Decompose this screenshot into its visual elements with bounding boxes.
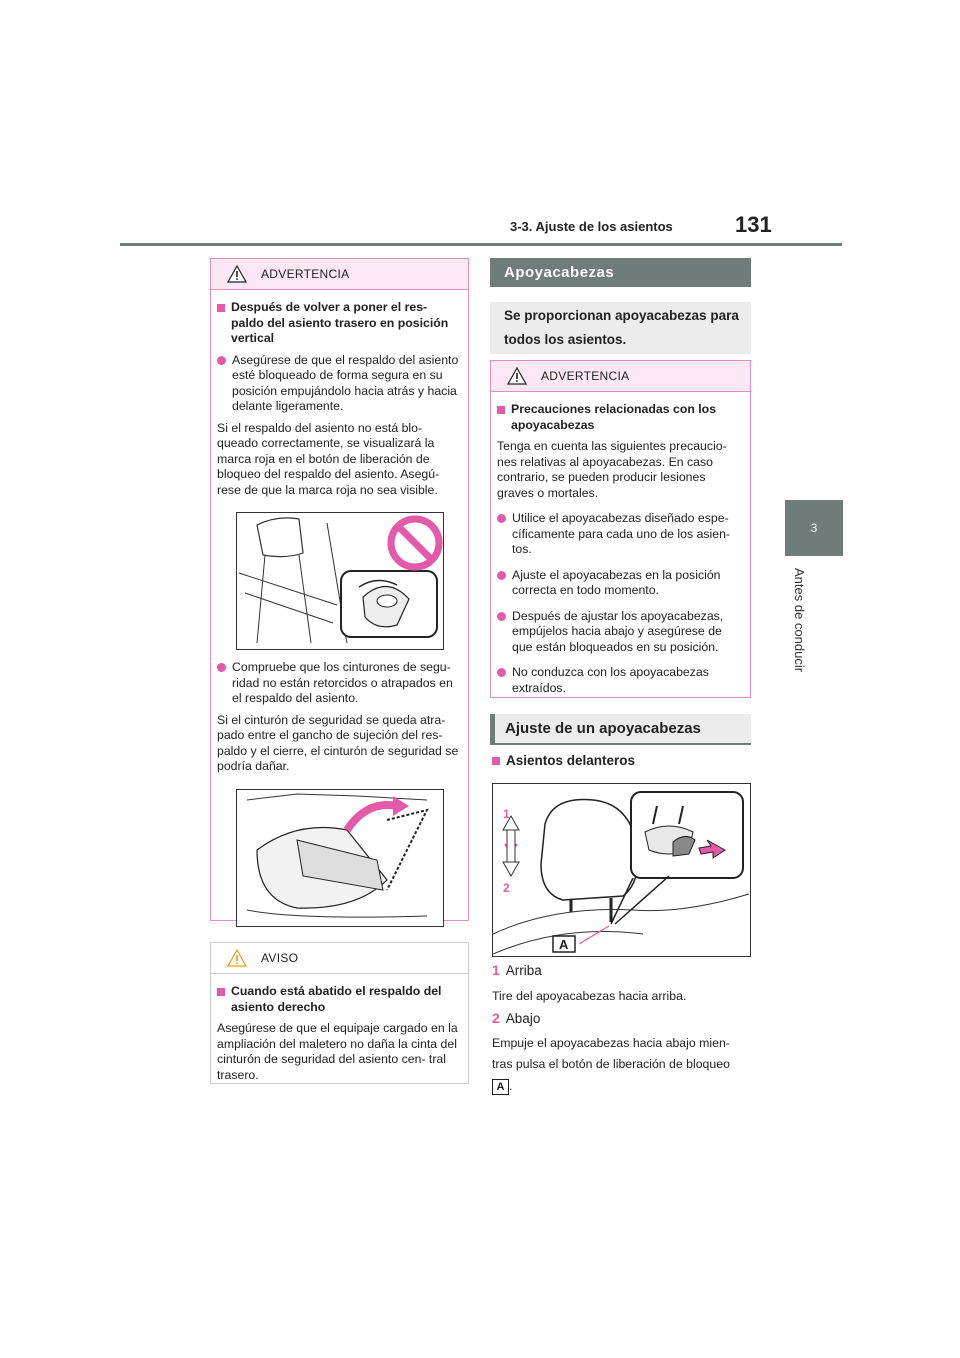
round-bullet-icon <box>497 612 506 621</box>
caution-triangle-icon <box>227 949 247 967</box>
warning-title: ADVERTENCIA <box>541 369 630 383</box>
warning-paragraph: Si el respaldo del asiento no está blo- queado correctamente, se visualizará la marca roja en el botón de liberación de bloqueo del respaldo del asiento. Asegú- rese de que la marca roja no sea visible. <box>217 420 440 497</box>
step-label: Abajo <box>505 1010 541 1026</box>
round-bullet-icon <box>217 356 226 365</box>
figure-label-a: A <box>559 937 569 952</box>
intro-text: Se proporcionan apoyacabezas para todos los asientos. <box>490 302 751 354</box>
seatbelt-illustration <box>236 789 444 927</box>
warning-bullet: Utilice el apoyacabezas diseñado espe- cíficamente para cada uno de los asien- tos. <box>512 511 731 556</box>
front-seats-heading <box>492 753 635 768</box>
step-2-text-line3 <box>492 1079 512 1095</box>
subsection-heading: Ajuste de un apoyacabezas <box>490 714 751 745</box>
round-bullet-icon <box>217 663 226 672</box>
warning-header <box>491 361 750 392</box>
step-2-tail: . <box>509 1079 513 1093</box>
warning-triangle-icon <box>227 265 247 283</box>
square-bullet-icon <box>492 757 500 765</box>
round-bullet-icon <box>497 514 506 523</box>
square-bullet-icon <box>217 304 225 312</box>
step-label: Arriba <box>505 962 542 978</box>
front-seats-label: Asientos delanteros <box>506 753 636 768</box>
warning-paragraph: Si el cinturón de seguridad se queda atra- pado entre el gancho de sujeción del res- paldo y el cierre, el cinturón de seguridad se podría dañar. <box>217 712 459 773</box>
step-1 <box>492 962 542 978</box>
right-warning-box <box>490 360 751 698</box>
round-bullet-icon <box>497 668 506 677</box>
notice-heading: Cuando está abatido el respaldo del asiento derecho <box>231 984 442 1014</box>
left-notice-box <box>210 942 469 1084</box>
section-title: 3-3. Ajuste de los asientos <box>510 219 673 234</box>
step-number: 2 <box>492 1010 500 1026</box>
notice-title: AVISO <box>261 951 299 965</box>
step-2-text-line2: tras pulsa el botón de liberación de bloqueo <box>492 1057 730 1071</box>
round-bullet-icon <box>497 571 506 580</box>
notice-paragraph: Asegúrese de que el equipaje cargado en la ampliación del maletero no daña la cinta del cinturón de seguridad del asiento cen- tral trasero. <box>217 1021 458 1082</box>
seatback-release-illustration <box>236 512 444 650</box>
warning-title: ADVERTENCIA <box>261 267 350 281</box>
square-bullet-icon <box>217 988 225 996</box>
warning-bullet: Asegúrese de que el respaldo del asiento esté bloqueado de forma segura en su posición empujándolo hacia atrás y hacia delante ligeramente. <box>232 352 459 413</box>
figure-label-down: 2 <box>503 881 510 895</box>
warning-paragraph: Tenga en cuenta las siguientes precaucio- nes relativas al apoyacabezas. En caso contrario, se pueden producir lesiones graves o mortales. <box>497 439 727 500</box>
warning-heading: Precauciones relacionadas con los apoyacabezas <box>511 402 717 432</box>
section-heading: Apoyacabezas <box>490 258 751 287</box>
left-warning-box <box>210 258 469 921</box>
header-rule <box>120 243 842 246</box>
warning-bullet: No conduzca con los apoyacabezas extraídos. <box>512 665 709 695</box>
square-bullet-icon <box>497 406 505 414</box>
button-a-badge: A <box>492 1079 509 1095</box>
notice-header <box>211 943 468 974</box>
warning-bullet: Después de ajustar los apoyacabezas, empújelos hacia abajo y asegúrese de que están bloqueados en su posición. <box>512 608 724 654</box>
warning-triangle-icon <box>507 367 527 385</box>
step-2 <box>492 1010 540 1026</box>
warning-heading: Después de volver a poner el res- paldo del asiento trasero en posición vertical <box>231 300 449 345</box>
step-2-text-line1: Empuje el apoyacabezas hacia abajo mien- <box>492 1036 730 1050</box>
warning-bullet: Ajuste el apoyacabezas en la posición correcta en todo momento. <box>512 567 721 597</box>
chapter-label: Antes de conducir <box>792 568 807 673</box>
step-number: 1 <box>492 962 500 978</box>
warning-header <box>211 259 468 290</box>
headrest-illustration <box>492 783 751 957</box>
figure-label-up: 1 <box>503 807 510 821</box>
step-1-text: Tire del apoyacabezas hacia arriba. <box>492 989 687 1003</box>
warning-bullet: Compruebe que los cinturones de segu- ridad no están retorcidos o atrapados en el respaldo del asiento. <box>232 660 453 705</box>
chapter-tab: 3 <box>785 500 843 556</box>
page-number: 131 <box>735 212 772 237</box>
